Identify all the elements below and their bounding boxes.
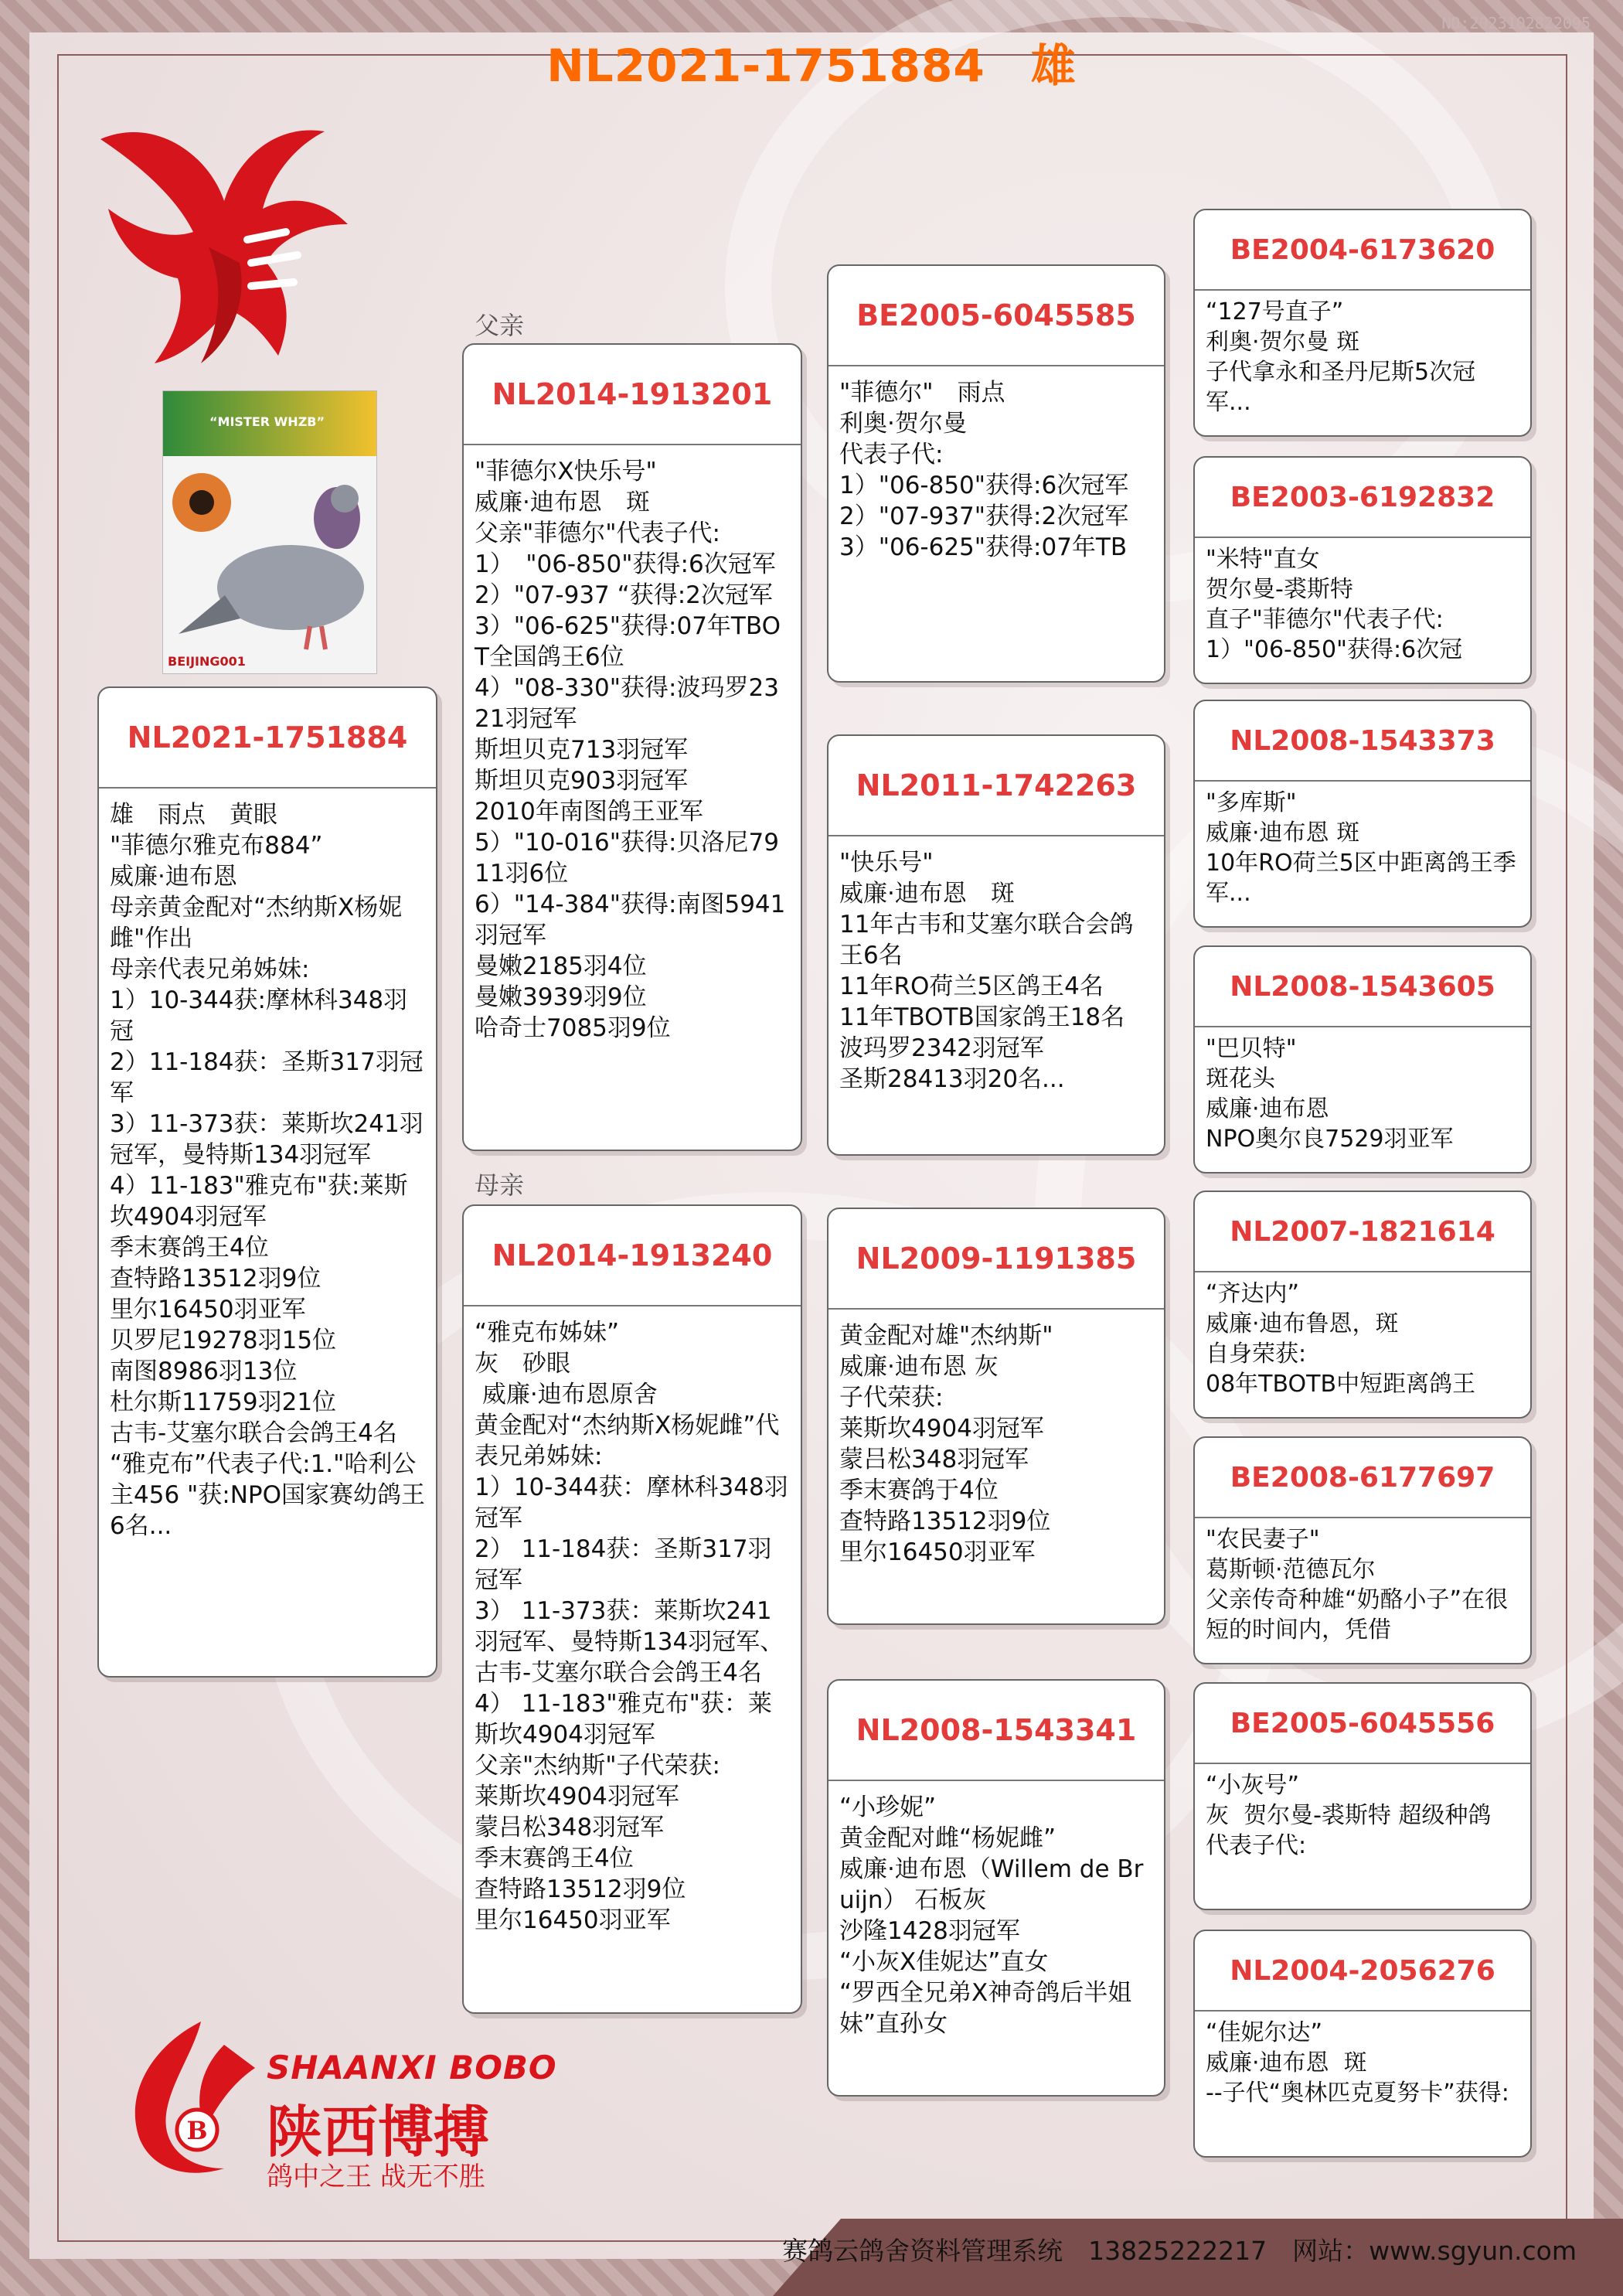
brand-logo-icon [108, 2014, 270, 2192]
pedigree-text: "米特"直女 贺尔曼-裘斯特 直子"菲德尔"代表子代: 1）"06-850"获得:6次冠 [1206, 546, 1463, 663]
ring-number: NL2021-1751884 [99, 688, 436, 789]
grandparent-card[interactable] [827, 1208, 1165, 1625]
ring-number: BE2005-6045556 [1195, 1684, 1530, 1764]
brand-badge-letter: B [186, 2116, 208, 2145]
great-grandparent-card[interactable] [1193, 1436, 1532, 1664]
grandparent-card[interactable] [827, 1679, 1165, 2097]
brand-slogan: 鸽中之王 战无不胜 [267, 2161, 485, 2192]
great-grandparent-card[interactable] [1193, 700, 1532, 928]
father-card[interactable] [462, 343, 802, 1151]
ring-number: NL2008-1543605 [1195, 947, 1530, 1027]
great-grandparent-card[interactable] [1193, 945, 1532, 1174]
father-label: 父亲 [475, 311, 525, 340]
ring-number: NL2014-1913240 [464, 1206, 801, 1306]
grandparent-card[interactable] [827, 264, 1165, 683]
pigeon-photo [162, 390, 377, 674]
pedigree-text: "多库斯" 威廉·迪布恩 斑 10年RO荷兰5区中距离鸽王季军... [1206, 789, 1516, 907]
page-title: NL2021-1751884 雄 [546, 39, 1077, 92]
ring-number: NL2011-1742263 [829, 736, 1164, 836]
great-grandparent-card[interactable] [1193, 456, 1532, 684]
ring-number: BE2003-6192832 [1195, 458, 1530, 538]
ring-number: BE2004-6173620 [1195, 210, 1530, 291]
pedigree-text: "农民妻子" 葛斯顿·范德瓦尔 父亲传奇种雄“奶酪小子”在很短的时间内，凭借 [1206, 1526, 1509, 1644]
pedigree-text: "快乐号" 威廉·迪布恩 斑 11年古韦和艾塞尔联合会鸽王6名 11年RO荷兰5区鸽王4名 11年TBOTB国家鸽王18名 波玛罗2342羽冠军 圣斯28413羽20名... [839, 849, 1134, 1093]
phoenix-logo-icon [93, 108, 394, 387]
pedigree-text: "巴贝特" 斑花头 威廉·迪布恩 NPO奥尔良7529羽亚军 [1206, 1035, 1454, 1153]
great-grandparent-card[interactable] [1193, 209, 1532, 437]
brand-name-en: SHAANXI BOBO [267, 2049, 557, 2086]
pigeon-icon [163, 456, 376, 673]
pedigree-text: “小灰号” 灰 贺尔曼-裘斯特 超级种鸽 代表子代: [1206, 1772, 1492, 1859]
ring-number: NL2007-1821614 [1195, 1192, 1530, 1272]
photo-caption: BEIJING001 [168, 654, 246, 669]
ring-number: BE2005-6045585 [829, 266, 1164, 366]
grandparent-card[interactable] [827, 734, 1165, 1156]
photo-banner [163, 391, 376, 456]
ring-number: BE2008-6177697 [1195, 1438, 1530, 1518]
pedigree-text: "菲德尔X快乐号" 威廉·迪布恩 斑 父亲"菲德尔"代表子代: 1） "06-850"获得:6次冠军 2）"07-937 “获得:2次冠军 3）"06-625"获得:07年TBOT全国鸽王6位 4）"08-330"获得:波玛罗2321羽冠军 斯坦贝克713羽冠军 斯坦贝克903羽冠军 2010年南图鸽王亚军 5）"10-016"获得:贝洛尼7911羽6位 6）"14-384"获得:南图5941羽冠军 曼嫩2185羽4位 曼嫩3939羽9位 哈奇士7085羽9位 [475, 458, 786, 1042]
ring-number: NL2008-1543373 [1195, 701, 1530, 782]
brand-name-cn: 陕西博搏 [267, 2100, 490, 2165]
great-grandparent-card[interactable] [1193, 1191, 1532, 1419]
pedigree-text: “小珍妮” 黄金配对雌“杨妮雌” 威廉·迪布恩（Willem de Bruijn） 石板灰 沙隆1428羽冠军 “小灰X佳妮达”直女 “罗西全兄弟X神奇鸽后半姐妹”直孙女 [839, 1794, 1144, 2038]
ring-number: NL2008-1543341 [829, 1681, 1164, 1781]
pedigree-text: "菲德尔" 雨点 利奥·贺尔曼 代表子代: 1）"06-850"获得:6次冠军 2）"07-937"获得:2次冠军 3）"06-625"获得:07年TB [839, 379, 1129, 561]
pedigree-text: “127号直子” 利奥·贺尔曼 斑 子代拿永和圣丹尼斯5次冠军... [1206, 298, 1476, 416]
pedigree-text: “佳妮尔达” 威廉·迪布恩 斑 --子代“奥林匹克夏努卡”获得: [1206, 2019, 1509, 2107]
great-grandparent-card[interactable] [1193, 1682, 1532, 1910]
document-code: NO:2023102822095 [1441, 14, 1591, 32]
pedigree-text: “雅克布姊妹” 灰 砂眼 威廉·迪布恩原舍 黄金配对“杰纳斯X杨妮雌”代表兄弟姊妹: 1）10-344获：摩林科348羽冠军 2） 11-184获：圣斯317羽冠军 3） 11-373获：莱斯坎241羽冠军、曼特斯134羽冠军、古韦-艾塞尔联合会鸽王4名 4） 11-183"雅克布"获：莱斯坎4904羽冠军 父亲"杰纳斯"子代荣获: 莱斯坎4904羽冠军 蒙吕松348羽冠军 季末赛鸽王4位 查特路13512羽9位 里尔16450羽亚军 [475, 1319, 788, 1934]
photo-banner-text: “MISTER WHZB” [209, 414, 325, 429]
subject-card[interactable] [97, 686, 437, 1678]
ring-number: NL2014-1913201 [464, 345, 801, 445]
pedigree-text: “齐达内” 威廉·迪布鲁恩，斑 自身荣获: 08年TBOTB中短距离鸽王 [1206, 1280, 1476, 1398]
ring-number: NL2004-2056276 [1195, 1931, 1530, 2012]
footer-contact: 赛鸽云鸽舍资料管理系统 13825222217 网站：www.sgyun.com [782, 2236, 1577, 2266]
ring-number: NL2009-1191385 [829, 1209, 1164, 1310]
mother-label: 母亲 [475, 1170, 525, 1200]
pedigree-text: 黄金配对雄"杰纳斯" 威廉·迪布恩 灰 子代荣获: 莱斯坎4904羽冠军 蒙吕松348羽冠军 季末赛鸽于4位 查特路13512羽9位 里尔16450羽亚军 [839, 1322, 1053, 1566]
great-grandparent-card[interactable] [1193, 1930, 1532, 2158]
mother-card[interactable] [462, 1204, 802, 2014]
pedigree-text: 雄 雨点 黄眼 "菲德尔雅克布884” 威廉·迪布恩 母亲黄金配对“杰纳斯X杨妮雌"作出 母亲代表兄弟姊妹: 1）10-344获:摩林科348羽冠 2）11-184获：圣斯317羽冠军 3）11-373获：莱斯坎241羽冠军，曼特斯134羽冠军 4）11-183"雅克布"获:莱斯坎4904羽冠军 季末赛鸽王4位 查特路13512羽9位 里尔16450羽亚军 贝罗尼19278羽15位 南图8986羽13位 杜尔斯11759羽21位 古韦-艾塞尔联合会鸽王4名 “雅克布”代表子代:1."哈利公主456 "获:NPO国家赛幼鸽王6名... [110, 801, 426, 1540]
